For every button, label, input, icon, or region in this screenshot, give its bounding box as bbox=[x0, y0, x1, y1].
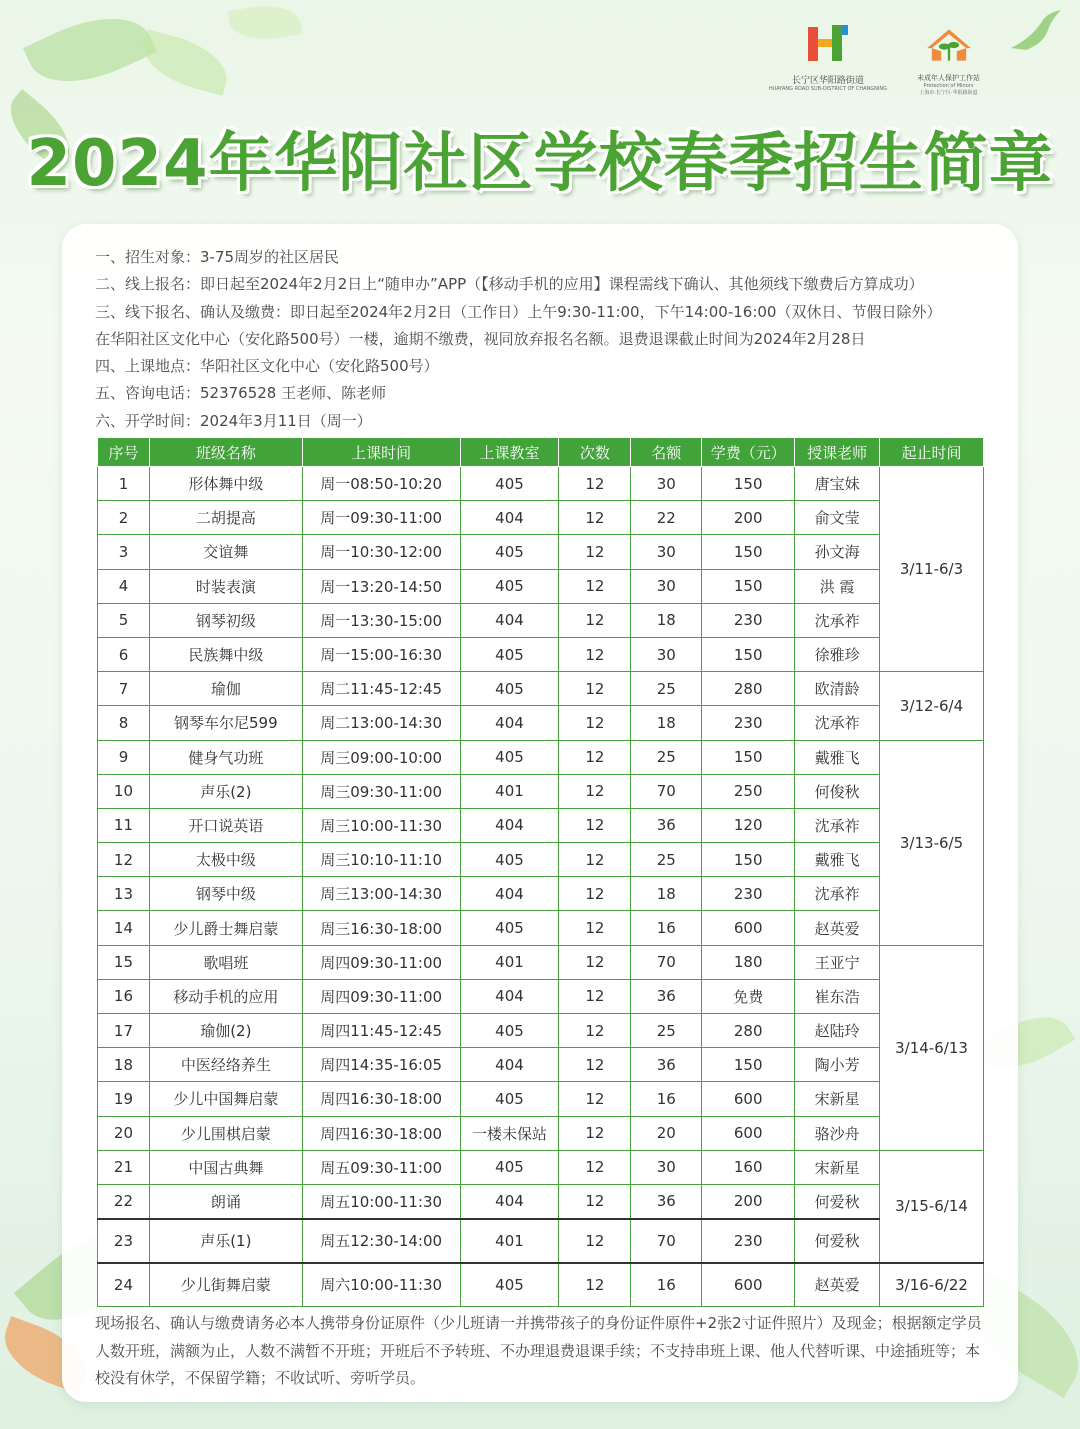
logos bbox=[769, 20, 980, 96]
quota: 22 bbox=[631, 501, 702, 535]
class-name: 开口说英语 bbox=[149, 808, 302, 842]
sessions: 12 bbox=[559, 740, 631, 774]
class-name: 民族舞中级 bbox=[149, 637, 302, 671]
table-row bbox=[98, 1014, 984, 1048]
quota: 30 bbox=[631, 1150, 702, 1184]
classroom: 一楼未保站 bbox=[460, 1116, 559, 1150]
table-header-row bbox=[98, 438, 984, 467]
class-time: 周一10:30-12:00 bbox=[302, 535, 460, 569]
table-row bbox=[98, 774, 984, 808]
column-header: 班级名称 bbox=[149, 438, 302, 467]
class-name: 形体舞中级 bbox=[149, 467, 302, 501]
row-number: 22 bbox=[98, 1184, 150, 1218]
table-row bbox=[98, 1263, 984, 1307]
sessions: 12 bbox=[559, 467, 631, 501]
column-header: 起止时间 bbox=[880, 438, 984, 467]
classroom: 405 bbox=[460, 1263, 559, 1307]
quota: 16 bbox=[631, 1263, 702, 1307]
teacher: 骆沙舟 bbox=[795, 1116, 880, 1150]
date-range: 3/13-6/5 bbox=[880, 740, 984, 945]
row-number: 12 bbox=[98, 843, 150, 877]
sessions: 12 bbox=[559, 1082, 631, 1116]
class-time: 周五12:30-14:00 bbox=[302, 1219, 460, 1263]
swallow-icon bbox=[1006, 8, 1066, 62]
tuition: 600 bbox=[702, 911, 795, 945]
sessions: 12 bbox=[559, 774, 631, 808]
tuition: 160 bbox=[702, 1150, 795, 1184]
sessions: 12 bbox=[559, 1219, 631, 1263]
quota: 70 bbox=[631, 774, 702, 808]
info-line: 在华阳社区文化中心（安化路500号）一楼，逾期不缴费，视同放弃报名名额。退费退课截止时间为2024年2月28日 bbox=[95, 329, 866, 348]
table-row bbox=[98, 637, 984, 671]
classroom: 405 bbox=[460, 911, 559, 945]
column-header: 上课时间 bbox=[302, 438, 460, 467]
sessions: 12 bbox=[559, 501, 631, 535]
quota: 25 bbox=[631, 672, 702, 706]
class-name: 瑜伽 bbox=[149, 672, 302, 706]
teacher: 宋新星 bbox=[795, 1082, 880, 1116]
classroom: 405 bbox=[460, 740, 559, 774]
tuition: 230 bbox=[702, 603, 795, 637]
sessions: 12 bbox=[559, 945, 631, 979]
minors-logo-subtext: Protection of Minors bbox=[923, 83, 974, 89]
table-row bbox=[98, 603, 984, 637]
classroom: 404 bbox=[460, 706, 559, 740]
tuition: 150 bbox=[702, 843, 795, 877]
quota: 18 bbox=[631, 603, 702, 637]
table-row bbox=[98, 808, 984, 842]
class-name: 二胡提高 bbox=[149, 501, 302, 535]
sessions: 12 bbox=[559, 603, 631, 637]
classroom: 404 bbox=[460, 877, 559, 911]
table-row bbox=[98, 672, 984, 706]
class-name: 少儿中国舞启蒙 bbox=[149, 1082, 302, 1116]
sessions: 12 bbox=[559, 1048, 631, 1082]
class-time: 周一15:00-16:30 bbox=[302, 637, 460, 671]
classroom: 401 bbox=[460, 774, 559, 808]
teacher: 洪 霞 bbox=[795, 569, 880, 603]
huayang-logo bbox=[769, 20, 887, 92]
class-time: 周四14:35-16:05 bbox=[302, 1048, 460, 1082]
tuition: 120 bbox=[702, 808, 795, 842]
table-row bbox=[98, 740, 984, 774]
classroom: 404 bbox=[460, 1184, 559, 1218]
row-number: 11 bbox=[98, 808, 150, 842]
quota: 25 bbox=[631, 740, 702, 774]
teacher: 徐雅珍 bbox=[795, 637, 880, 671]
classroom: 404 bbox=[460, 979, 559, 1013]
info-line: 六、开学时间：2024年3月11日（周一） bbox=[95, 411, 372, 430]
notice-text: 现场报名、确认与缴费请务必本人携带身份证原件（少儿班请一并携带孩子的身份证件原件+2张2寸证件照片）及现金；根据额定学员人数开班，满额为止，人数不满暂不开班；开班后不予转班、不办理退费退课手续；不支持串班上课、他人代替听课、中途插班等；本校没有休学，不保留学籍；不收试听、旁听学员。 bbox=[95, 1314, 982, 1387]
minors-protection-logo bbox=[917, 20, 980, 96]
info-line: 一、招生对象：3-75周岁的社区居民 bbox=[95, 248, 340, 266]
classroom: 405 bbox=[460, 843, 559, 877]
classroom: 405 bbox=[460, 672, 559, 706]
classroom: 405 bbox=[460, 1014, 559, 1048]
classroom: 405 bbox=[460, 637, 559, 671]
row-number: 23 bbox=[98, 1219, 150, 1263]
class-time: 周三10:00-11:30 bbox=[302, 808, 460, 842]
classroom: 401 bbox=[460, 945, 559, 979]
row-number: 14 bbox=[98, 911, 150, 945]
quota: 30 bbox=[631, 637, 702, 671]
row-number: 7 bbox=[98, 672, 150, 706]
class-name: 钢琴初级 bbox=[149, 603, 302, 637]
table-row bbox=[98, 706, 984, 740]
class-name: 移动手机的应用 bbox=[149, 979, 302, 1013]
sessions: 12 bbox=[559, 535, 631, 569]
teacher: 沈承祚 bbox=[795, 603, 880, 637]
class-time: 周三09:00-10:00 bbox=[302, 740, 460, 774]
class-name: 钢琴车尔尼599 bbox=[149, 706, 302, 740]
tuition: 250 bbox=[702, 774, 795, 808]
row-number: 24 bbox=[98, 1263, 150, 1307]
huayang-logo-text: 长宁区华阳路街道 bbox=[791, 76, 864, 86]
minors-logo-subtext-2: 上海市·长宁区·华阳路街道 bbox=[919, 90, 978, 96]
date-range: 3/16-6/22 bbox=[880, 1263, 984, 1307]
quota: 25 bbox=[631, 843, 702, 877]
info-section bbox=[95, 244, 995, 435]
info-line: 四、上课地点：华阳社区文化中心（安化路500号） bbox=[95, 357, 439, 376]
row-number: 19 bbox=[98, 1082, 150, 1116]
table-row bbox=[98, 877, 984, 911]
classroom: 405 bbox=[460, 569, 559, 603]
tuition: 150 bbox=[702, 637, 795, 671]
class-name: 太极中级 bbox=[149, 843, 302, 877]
sessions: 12 bbox=[559, 1184, 631, 1218]
class-name: 健身气功班 bbox=[149, 740, 302, 774]
row-number: 4 bbox=[98, 569, 150, 603]
classroom: 405 bbox=[460, 1150, 559, 1184]
class-name: 中医经络养生 bbox=[149, 1048, 302, 1082]
class-name: 朗诵 bbox=[149, 1184, 302, 1218]
date-range: 3/12-6/4 bbox=[880, 672, 984, 740]
row-number: 2 bbox=[98, 501, 150, 535]
classroom: 404 bbox=[460, 808, 559, 842]
sessions: 12 bbox=[559, 1014, 631, 1048]
teacher: 赵陆玲 bbox=[795, 1014, 880, 1048]
sessions: 12 bbox=[559, 706, 631, 740]
schedule-table bbox=[97, 437, 984, 1307]
quota: 20 bbox=[631, 1116, 702, 1150]
table-row bbox=[98, 467, 984, 501]
table-row bbox=[98, 1184, 984, 1218]
quota: 30 bbox=[631, 467, 702, 501]
quota: 70 bbox=[631, 1219, 702, 1263]
tuition: 600 bbox=[702, 1263, 795, 1307]
teacher: 何爱秋 bbox=[795, 1219, 880, 1263]
quota: 36 bbox=[631, 979, 702, 1013]
classroom: 405 bbox=[460, 535, 559, 569]
class-time: 周三13:00-14:30 bbox=[302, 877, 460, 911]
class-time: 周四16:30-18:00 bbox=[302, 1082, 460, 1116]
sessions: 12 bbox=[559, 1150, 631, 1184]
tuition: 200 bbox=[702, 501, 795, 535]
teacher: 俞文莹 bbox=[795, 501, 880, 535]
column-header: 授课老师 bbox=[795, 438, 880, 467]
quota: 18 bbox=[631, 706, 702, 740]
class-time: 周一13:20-14:50 bbox=[302, 569, 460, 603]
sessions: 12 bbox=[559, 877, 631, 911]
class-time: 周三10:10-11:10 bbox=[302, 843, 460, 877]
sessions: 12 bbox=[559, 843, 631, 877]
sessions: 12 bbox=[559, 637, 631, 671]
table-row bbox=[98, 1219, 984, 1263]
class-name: 歌唱班 bbox=[149, 945, 302, 979]
tuition: 200 bbox=[702, 1184, 795, 1218]
class-time: 周四11:45-12:45 bbox=[302, 1014, 460, 1048]
row-number: 17 bbox=[98, 1014, 150, 1048]
info-line: 二、线上报名：即日起至2024年2月2日上“随申办”APP（【移动手机的应用】课程需线下确认、其他须线下缴费后方算成功） bbox=[95, 275, 924, 294]
class-time: 周四09:30-11:00 bbox=[302, 945, 460, 979]
table-row bbox=[98, 979, 984, 1013]
quota: 30 bbox=[631, 535, 702, 569]
class-name: 中国古典舞 bbox=[149, 1150, 302, 1184]
tuition: 280 bbox=[702, 672, 795, 706]
huayang-logo-icon bbox=[803, 20, 853, 70]
column-header: 上课教室 bbox=[460, 438, 559, 467]
quota: 18 bbox=[631, 877, 702, 911]
teacher: 赵英爱 bbox=[795, 1263, 880, 1307]
info-line: 五、咨询电话：52376528 王老师、陈老师 bbox=[95, 384, 387, 403]
class-time: 周一08:50-10:20 bbox=[302, 467, 460, 501]
column-header: 学费（元） bbox=[702, 438, 795, 467]
table-row bbox=[98, 1082, 984, 1116]
sessions: 12 bbox=[559, 979, 631, 1013]
quota: 36 bbox=[631, 1184, 702, 1218]
quota: 70 bbox=[631, 945, 702, 979]
sessions: 12 bbox=[559, 569, 631, 603]
date-range: 3/11-6/3 bbox=[880, 467, 984, 672]
teacher: 唐宝妹 bbox=[795, 467, 880, 501]
quota: 16 bbox=[631, 1082, 702, 1116]
classroom: 405 bbox=[460, 1082, 559, 1116]
decor-leaf bbox=[136, 29, 235, 96]
table-row bbox=[98, 1150, 984, 1184]
table-row bbox=[98, 535, 984, 569]
classroom: 401 bbox=[460, 1219, 559, 1263]
row-number: 10 bbox=[98, 774, 150, 808]
table-row bbox=[98, 1048, 984, 1082]
column-header: 次数 bbox=[559, 438, 631, 467]
row-number: 18 bbox=[98, 1048, 150, 1082]
classroom: 405 bbox=[460, 467, 559, 501]
teacher: 沈承祚 bbox=[795, 706, 880, 740]
row-number: 13 bbox=[98, 877, 150, 911]
class-time: 周四09:30-11:00 bbox=[302, 979, 460, 1013]
class-time: 周四16:30-18:00 bbox=[302, 1116, 460, 1150]
tuition: 150 bbox=[702, 467, 795, 501]
teacher: 陶小芳 bbox=[795, 1048, 880, 1082]
decor-leaf bbox=[227, 0, 302, 46]
class-name: 声乐(1) bbox=[149, 1219, 302, 1263]
row-number: 6 bbox=[98, 637, 150, 671]
info-line: 三、线下报名、确认及缴费：即日起至2024年2月2日（工作日）上午9:30-11:00，下午14:00-16:00（双休日、节假日除外） bbox=[95, 302, 942, 321]
column-header: 名额 bbox=[631, 438, 702, 467]
teacher: 王亚宁 bbox=[795, 945, 880, 979]
row-number: 21 bbox=[98, 1150, 150, 1184]
class-name: 少儿爵士舞启蒙 bbox=[149, 911, 302, 945]
table-row bbox=[98, 911, 984, 945]
class-name: 交谊舞 bbox=[149, 535, 302, 569]
class-time: 周三16:30-18:00 bbox=[302, 911, 460, 945]
tuition: 600 bbox=[702, 1116, 795, 1150]
sessions: 12 bbox=[559, 672, 631, 706]
teacher: 孙文海 bbox=[795, 535, 880, 569]
page-title: 2024年华阳社区学校春季招生简章 bbox=[26, 127, 1054, 201]
row-number: 8 bbox=[98, 706, 150, 740]
class-time: 周五10:00-11:30 bbox=[302, 1184, 460, 1218]
tuition: 280 bbox=[702, 1014, 795, 1048]
classroom: 404 bbox=[460, 603, 559, 637]
quota: 36 bbox=[631, 808, 702, 842]
classroom: 404 bbox=[460, 1048, 559, 1082]
row-number: 15 bbox=[98, 945, 150, 979]
teacher: 赵英爱 bbox=[795, 911, 880, 945]
tuition: 150 bbox=[702, 535, 795, 569]
sessions: 12 bbox=[559, 1116, 631, 1150]
tuition: 600 bbox=[702, 1082, 795, 1116]
table-row bbox=[98, 1116, 984, 1150]
class-time: 周三09:30-11:00 bbox=[302, 774, 460, 808]
date-range: 3/15-6/14 bbox=[880, 1150, 984, 1262]
class-name: 钢琴中级 bbox=[149, 877, 302, 911]
class-time: 周一09:30-11:00 bbox=[302, 501, 460, 535]
table-row bbox=[98, 945, 984, 979]
date-range: 3/14-6/13 bbox=[880, 945, 984, 1150]
class-name: 声乐(2) bbox=[149, 774, 302, 808]
row-number: 1 bbox=[98, 467, 150, 501]
teacher: 戴雅飞 bbox=[795, 843, 880, 877]
class-time: 周二13:00-14:30 bbox=[302, 706, 460, 740]
tuition: 230 bbox=[702, 877, 795, 911]
sessions: 12 bbox=[559, 808, 631, 842]
row-number: 3 bbox=[98, 535, 150, 569]
row-number: 9 bbox=[98, 740, 150, 774]
teacher: 崔东浩 bbox=[795, 979, 880, 1013]
class-time: 周五09:30-11:00 bbox=[302, 1150, 460, 1184]
minors-logo-text: 未成年人保护工作站 bbox=[917, 74, 980, 82]
quota: 25 bbox=[631, 1014, 702, 1048]
quota: 36 bbox=[631, 1048, 702, 1082]
teacher: 沈承祚 bbox=[795, 877, 880, 911]
quota: 30 bbox=[631, 569, 702, 603]
class-time: 周二11:45-12:45 bbox=[302, 672, 460, 706]
house-sprout-icon bbox=[924, 20, 974, 70]
tuition: 150 bbox=[702, 569, 795, 603]
quota: 16 bbox=[631, 911, 702, 945]
teacher: 欧清龄 bbox=[795, 672, 880, 706]
tuition: 180 bbox=[702, 945, 795, 979]
sessions: 12 bbox=[559, 911, 631, 945]
tuition: 230 bbox=[702, 706, 795, 740]
tuition: 230 bbox=[702, 1219, 795, 1263]
classroom: 404 bbox=[460, 501, 559, 535]
class-name: 少儿街舞启蒙 bbox=[149, 1263, 302, 1307]
teacher: 何俊秋 bbox=[795, 774, 880, 808]
table-row bbox=[98, 843, 984, 877]
row-number: 20 bbox=[98, 1116, 150, 1150]
class-time: 周六10:00-11:30 bbox=[302, 1263, 460, 1307]
table-row bbox=[98, 569, 984, 603]
teacher: 戴雅飞 bbox=[795, 740, 880, 774]
class-name: 少儿围棋启蒙 bbox=[149, 1116, 302, 1150]
sessions: 12 bbox=[559, 1263, 631, 1307]
row-number: 16 bbox=[98, 979, 150, 1013]
teacher: 宋新星 bbox=[795, 1150, 880, 1184]
tuition: 150 bbox=[702, 740, 795, 774]
row-number: 5 bbox=[98, 603, 150, 637]
teacher: 沈承祚 bbox=[795, 808, 880, 842]
tuition: 免费 bbox=[702, 979, 795, 1013]
column-header: 序号 bbox=[98, 438, 150, 467]
table-row bbox=[98, 501, 984, 535]
class-time: 周一13:30-15:00 bbox=[302, 603, 460, 637]
class-name: 时装表演 bbox=[149, 569, 302, 603]
decor-leaf bbox=[23, 0, 157, 103]
class-name: 瑜伽(2) bbox=[149, 1014, 302, 1048]
huayang-logo-subtext: HUAYANG ROAD SUB-DISTRICT OF CHANGNING bbox=[768, 86, 887, 92]
tuition: 150 bbox=[702, 1048, 795, 1082]
teacher: 何爱秋 bbox=[795, 1184, 880, 1218]
